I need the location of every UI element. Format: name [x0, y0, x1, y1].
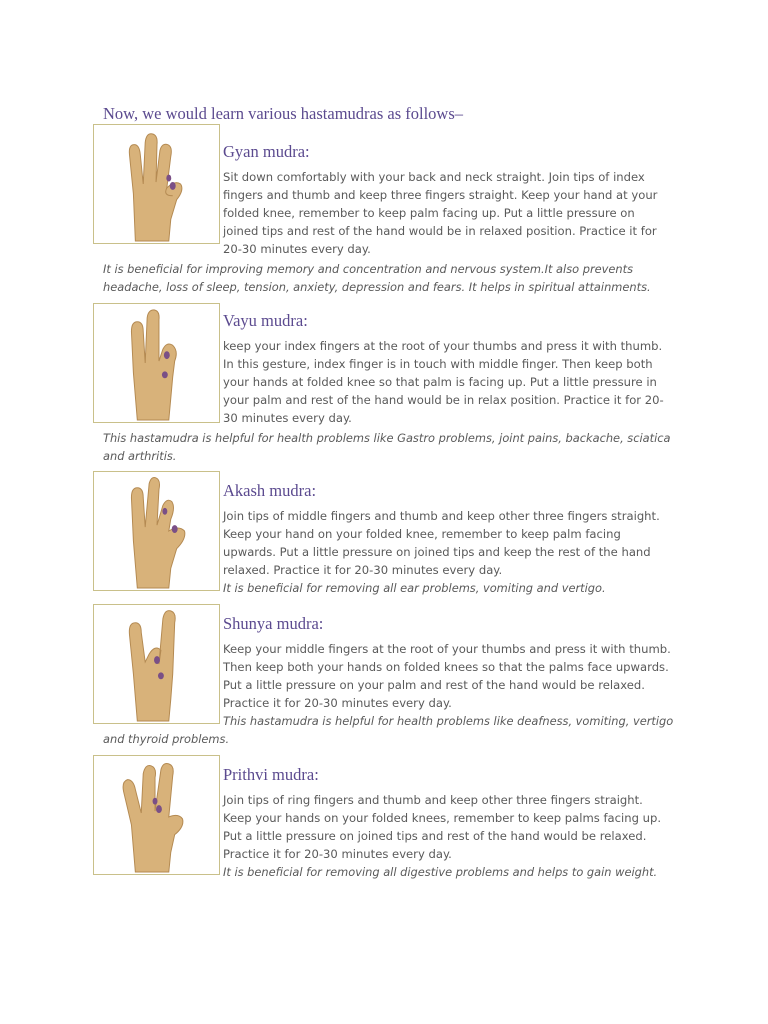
hand-prithvi-icon: [94, 756, 219, 874]
prithvi-mudra-title: Prithvi mudra:: [223, 765, 319, 784]
page-heading: Now, we would learn various hastamudras as follows–: [103, 104, 464, 123]
akash-mudra-title: Akash mudra:: [223, 481, 317, 500]
vayu-mudra-benefit: This hastamudra is helpful for health problems like Gastro problems, joint pains, backache, sciatica and arthritis.: [103, 431, 671, 463]
akash-mudra-benefit: It is beneficial for removing all ear problems, vomiting and vertigo.: [223, 581, 606, 595]
mudra-section-prithvi: [93, 755, 673, 901]
hand-shunya-icon: [94, 605, 219, 723]
hand-akash-icon: [94, 472, 219, 590]
prithvi-mudra-image: [93, 755, 220, 875]
gyan-mudra-benefit: It is beneficial for improving memory and concentration and nervous system.It also prevents headache, loss of sleep, tension, anxiety, depression and fears. It helps in spiritual attainments.: [103, 262, 651, 294]
shunya-mudra-image: [93, 604, 220, 724]
vayu-mudra-title: Vayu mudra:: [223, 311, 308, 330]
mudra-section-shunya: [93, 604, 673, 750]
mudra-section-gyan: [93, 124, 673, 294]
shunya-mudra-description: Keep your middle fingers at the root of your thumbs and press it with thumb. Then keep both your hands on folded knees so that the palms face upwards. Put a little pressure on your palm and rest of the hand would be relaxed. Practice it for 20-30 minutes every day.: [223, 642, 671, 710]
shunya-mudra-title: Shunya mudra:: [223, 614, 324, 633]
prithvi-mudra-description: Join tips of ring fingers and thumb and keep other three fingers straight. Keep your hands on your folded knees, remember to keep palms facing up. Put a little pressure on joined tips and rest of the hand would be relaxed. Practice it for 20-30 minutes every day.: [223, 793, 662, 861]
mudra-section-akash: [93, 471, 673, 596]
prithvi-mudra-benefit: It is beneficial for removing all digestive problems and helps to gain weight.: [223, 865, 658, 879]
hand-vayu-icon: [94, 304, 219, 422]
akash-mudra-description: Join tips of middle fingers and thumb and keep other three fingers straight. Keep your hand on your folded knee, remember to keep palm facing upwards. Put a little pressure on joined tips and keep the rest of the hand relaxed. Practice it for 20-30 minutes every day.: [223, 509, 660, 577]
mudra-section-vayu: [93, 303, 673, 468]
hand-gyan-icon: [94, 125, 219, 243]
gyan-mudra-description: Sit down comfortably with your back and neck straight. Join tips of index fingers and thumb and keep three fingers straight. Keep your hand at your folded knee, remember to keep palm facing up. Put a little pressure on joined tips and rest of the hand would be in relaxed position. Practice it for 20-30 minutes every day.: [223, 170, 658, 256]
vayu-mudra-description: keep your index fingers at the root of your thumbs and press it with thumb. In this gesture, index finger is in touch with middle finger. Then keep both your hands at folded knee so that palm is facing up. Put a little pressure in your palm and rest of the hand would be in relax position. Practice it for 20-30 minutes every day.: [223, 339, 664, 425]
akash-mudra-image: [93, 471, 220, 591]
vayu-mudra-image: [93, 303, 220, 423]
gyan-mudra-image: [93, 124, 220, 244]
shunya-mudra-benefit: This hastamudra is helpful for health problems like deafness, vomiting, vertigo and thyroid problems.: [103, 714, 674, 746]
gyan-mudra-title: Gyan mudra:: [223, 142, 310, 161]
